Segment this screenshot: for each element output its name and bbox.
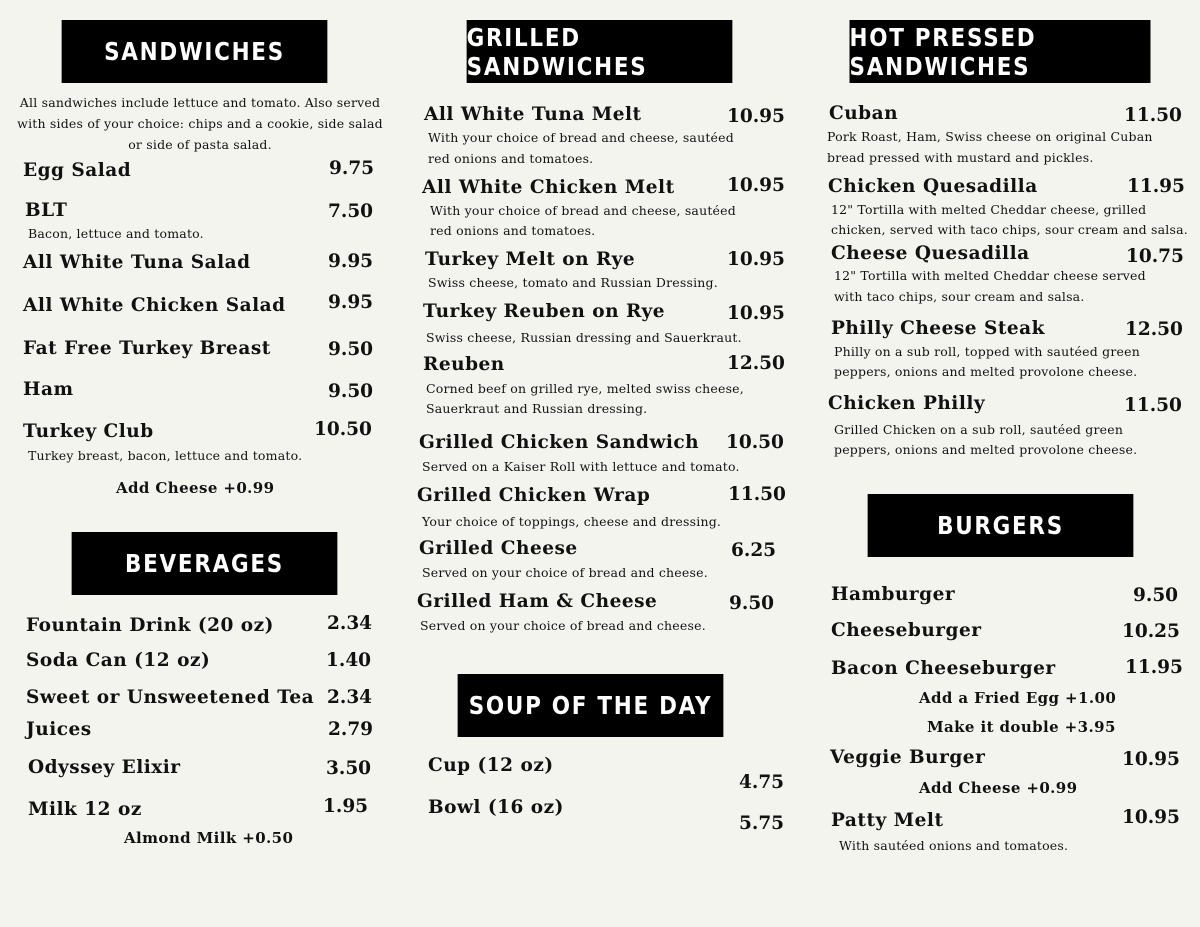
menu-item-price: 10.95 [1122,749,1180,770]
menu-item-name: Fat Free Turkey Breast [23,338,271,359]
menu-item-name: Turkey Club [23,421,154,442]
menu-item-price: 11.50 [1124,395,1182,416]
menu-item-price: 10.95 [727,106,785,127]
menu-item-price: 9.75 [329,158,375,179]
menu-item-name: Philly Cheese Steak [831,318,1045,339]
menu-item-name: Odyssey Elixir [28,757,181,778]
menu-item-name: Egg Salad [23,160,132,181]
menu-item-name: Bowl (16 oz) [428,797,564,818]
menu-item-name: Cup (12 oz) [428,755,554,776]
menu-item-name: Bacon Cheeseburger [831,658,1056,679]
menu-item-name: Chicken Philly [828,393,986,414]
menu-item-price: 11.50 [728,484,786,505]
menu-item-price: 12.50 [727,353,785,374]
menu-item-price: 7.50 [328,201,374,222]
menu-item-description: Philly on a sub roll, topped with sautéed green [834,344,1140,359]
grilled-sandwiches-heading: GRILLED SANDWICHES [467,20,733,83]
menu-item-price: 2.79 [328,719,374,740]
menu-item-price: 3.50 [326,758,372,779]
menu-item-name: Chicken Quesadilla [828,176,1038,197]
menu-item-description: with taco chips, sour cream and salsa. [834,289,1085,304]
menu-item-name: Sweet or Unsweetened Tea [26,687,315,708]
menu-item-price: 11.50 [1124,105,1182,126]
make-double-note: Make it double +3.95 [927,718,1116,736]
menu-item-name: All White Chicken Melt [422,177,675,198]
menu-item-description: 12" Tortilla with melted Cheddar cheese served [834,268,1146,283]
menu-item-name: All White Chicken Salad [23,295,286,316]
menu-item-price: 1.95 [323,796,369,817]
menu-item-price: 10.95 [727,175,785,196]
menu-item-name: Reuben [423,354,505,375]
menu-item-description: red onions and tomatoes. [428,151,594,166]
menu-item-price: 11.95 [1125,657,1183,678]
soup-heading: SOUP OF THE DAY [458,674,724,737]
menu-item-price: 10.50 [314,419,372,440]
menu-item-name: Veggie Burger [830,747,986,768]
menu-item-price: 9.50 [328,339,374,360]
menu-item-price: 6.25 [731,540,777,561]
menu-item-description: Sauerkraut and Russian dressing. [426,401,648,416]
menu-item-price: 5.75 [739,813,785,834]
menu-item-price: 9.95 [328,292,374,313]
menu-item-name: Soda Can (12 oz) [26,650,211,671]
menu-item-description: With your choice of bread and cheese, sautéed [430,203,736,218]
menu-item-price: 10.50 [726,432,784,453]
sandwiches-heading: SANDWICHES [62,20,328,83]
menu-item-description: With sautéed onions and tomatoes. [839,838,1069,853]
menu-item-description: Corned beef on grilled rye, melted swiss cheese, [426,381,744,396]
menu-item-name: Grilled Chicken Sandwich [419,432,700,453]
menu-item-name: Fountain Drink (20 oz) [26,615,274,636]
burgers-heading: BURGERS [868,494,1134,557]
menu-item-description: bread pressed with mustard and pickles. [827,150,1094,165]
menu-item-description: Your choice of toppings, cheese and dressing. [422,514,722,529]
menu-item-description: peppers, onions and melted provolone cheese. [834,364,1138,379]
menu-item-price: 10.95 [1122,807,1180,828]
menu-item-description: red onions and tomatoes. [430,223,596,238]
menu-item-name: Cheese Quesadilla [831,243,1030,264]
menu-item-price: 4.75 [739,772,785,793]
menu-item-description: peppers, onions and melted provolone cheese. [834,442,1138,457]
menu-item-description: 12" Tortilla with melted Cheddar cheese, grilled [831,202,1147,217]
menu-item-price: 10.75 [1126,246,1184,267]
menu-item-description: Served on your choice of bread and cheese. [420,618,706,633]
menu-item-description: Turkey breast, bacon, lettuce and tomato. [28,448,303,463]
menu-item-name: Turkey Reuben on Rye [423,301,666,322]
hot-pressed-heading: HOT PRESSED SANDWICHES [850,20,1151,83]
menu-item-price: 9.50 [729,593,775,614]
menu-item-name: Grilled Cheese [419,538,578,559]
menu-item-description: Served on your choice of bread and cheese. [422,565,708,580]
menu-item-description: Grilled Chicken on a sub roll, sautéed green [834,422,1124,437]
almond-milk-note: Almond Milk +0.50 [124,829,294,847]
menu-item-description: Swiss cheese, tomato and Russian Dressing. [428,275,718,290]
menu-item-name: Ham [23,379,74,400]
menu-item-description: Served on a Kaiser Roll with lettuce and tomato. [422,459,740,474]
menu-item-price: 1.40 [326,650,372,671]
menu-item-price: 2.34 [327,613,373,634]
menu-item-description: Pork Roast, Ham, Swiss cheese on original Cuban [827,129,1153,144]
menu-item-price: 12.50 [1125,319,1183,340]
menu-item-name: Cheeseburger [831,620,982,641]
menu-item-name: Turkey Melt on Rye [425,249,636,270]
menu-item-name: Hamburger [831,584,956,605]
add-cheese-note: Add Cheese +0.99 [919,779,1078,797]
menu-item-name: Grilled Chicken Wrap [417,485,651,506]
menu-item-price: 10.25 [1122,621,1180,642]
add-cheese-note: Add Cheese +0.99 [116,479,275,497]
menu-item-name: Juices [26,719,92,740]
menu-item-name: Cuban [829,103,899,124]
menu-item-description: Swiss cheese, Russian dressing and Sauerkraut. [426,330,742,345]
menu-item-description: Bacon, lettuce and tomato. [28,226,204,241]
menu-item-name: BLT [25,200,68,221]
menu-item-name: Grilled Ham & Cheese [417,591,658,612]
menu-item-price: 11.95 [1127,176,1185,197]
menu-item-description: With your choice of bread and cheese, sautéed [428,130,734,145]
menu-item-name: Patty Melt [831,810,944,831]
menu-item-name: All White Tuna Melt [424,104,642,125]
menu-item-name: All White Tuna Salad [23,252,251,273]
menu-item-description: chicken, served with taco chips, sour cream and salsa. [831,222,1188,237]
menu-item-price: 9.95 [328,251,374,272]
fried-egg-note: Add a Fried Egg +1.00 [919,689,1117,707]
menu-item-price: 2.34 [327,687,373,708]
beverages-heading: BEVERAGES [72,532,338,595]
menu-item-price: 10.95 [727,303,785,324]
menu-item-price: 10.95 [727,249,785,270]
menu-item-price: 9.50 [1133,585,1179,606]
menu-item-name: Milk 12 oz [28,799,142,820]
menu-item-price: 9.50 [328,381,374,402]
sandwiches-intro: All sandwiches include lettuce and tomato. Also served with sides of your choice: chips and a cookie, side salad or side of pasta salad. [17,95,383,152]
